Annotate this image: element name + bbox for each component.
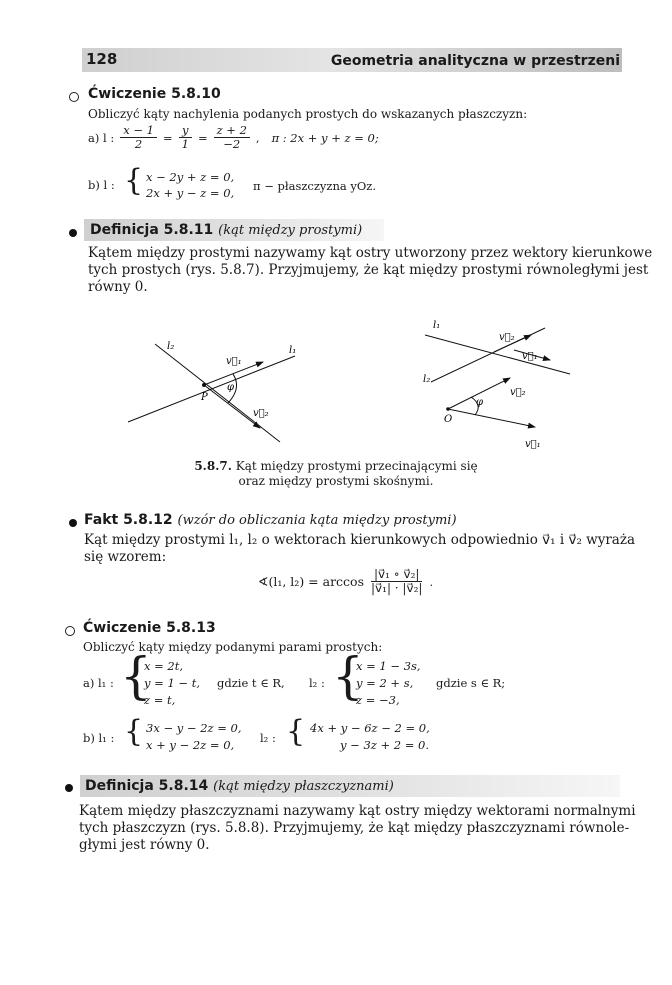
figure-5-8-7 — [115, 318, 585, 458]
label-l2: l₂ — [167, 341, 175, 352]
brace: { — [332, 647, 364, 705]
fraction: $\frac{x - 1}{2}$ — [120, 124, 157, 151]
system-equation: y = 1 − t, — [144, 676, 200, 690]
page-number: 128 — [86, 50, 118, 68]
exercise-5-8-10-intro: Obliczyć kąty nachylenia podanych prostych do wskazanych płaszczyzn: — [88, 107, 528, 121]
label-v2-top: v⃗₂ — [499, 332, 515, 343]
label-v1-top: v⃗₁ — [522, 351, 538, 362]
exercise-5-8-10-heading: Ćwiczenie 5.8.10 — [88, 86, 221, 102]
point-O — [446, 407, 450, 411]
fact-bullet-icon — [69, 519, 77, 527]
label-l2: l₂ — [423, 374, 431, 385]
label-phi: φ — [476, 397, 484, 408]
chapter-title: Geometria analityczna w przestrzeni — [330, 53, 620, 69]
definition-5-8-11-heading: Definicja 5.8.11 (kąt między prostymi) — [90, 222, 363, 238]
fraction: $\frac{z + 2}{-2}$ — [214, 124, 250, 151]
exercise-bullet-icon — [69, 92, 79, 102]
fraction: $\frac{y}{1}$ — [179, 124, 192, 151]
exercise-5-8-10-a: a) l : $\frac{x - 1}{2}$ = $\frac{y}{1}$ = $\frac{z + 2}{-2}$ , π : 2x + y + z = 0; — [88, 123, 379, 151]
vector-v1-bottom — [448, 409, 535, 427]
brace: { — [120, 647, 152, 705]
angle-formula: ∢(l₁, l₂) = arccos $\frac{\text{|v⃗₁ ∘ v⃗₂|}}{\text{|v⃗₁| · |v⃗₂|}}$ . — [258, 567, 434, 595]
parameter-domain: gdzie t ∈ R, — [217, 676, 285, 690]
plane-description: π − płaszczyzna yOz. — [253, 179, 377, 193]
system-equation: y = 2 + s, — [356, 676, 414, 690]
definition-5-8-11-line1: Kątem między prostymi nazywamy kąt ostry utworzony przez wektory kierunkowe — [88, 245, 653, 261]
definition-5-8-11-line3: równy 0. — [88, 279, 148, 295]
figure-caption-line1: 5.8.7. Kąt między prostymi przecinającymi się — [194, 459, 478, 473]
label-O: O — [444, 414, 453, 425]
label-P: P — [201, 392, 208, 403]
part-b-l2-label: l₂ : — [260, 731, 276, 745]
fact-5-8-12-line2: się wzorem: — [84, 549, 167, 565]
system-equation: x + y − 2z = 0, — [146, 738, 235, 752]
system-equation: x − 2y + z = 0, — [146, 170, 235, 184]
system-equation: 3x − y − 2z = 0, — [146, 721, 242, 735]
figure-right-skew-lines — [423, 320, 570, 450]
label-v1-bottom: v⃗₁ — [525, 439, 541, 450]
part-a-label: a) l : — [88, 130, 115, 145]
system-equation: 2x + y − z = 0, — [146, 186, 235, 200]
label-v2: v⃗₂ — [253, 408, 269, 419]
label-l1: l₁ — [289, 345, 297, 356]
line-l1 — [128, 356, 295, 422]
definition-5-8-14-line3: głymi jest równy 0. — [79, 837, 210, 853]
system-equation: z = t, — [144, 693, 176, 707]
definition-bullet-icon — [69, 229, 77, 237]
part-b-l1-label: b) l₁ : — [83, 731, 115, 745]
exercise-bullet-icon — [65, 626, 75, 636]
fact-5-8-12-line1: Kąt między prostymi l₁, l₂ o wektorach kierunkowych odpowiednio v⃗₁ i v⃗₂ wyraża — [84, 532, 636, 548]
brace: { — [286, 714, 306, 749]
label-v1: v⃗₁ — [226, 356, 242, 367]
system-equation: x = 2t, — [144, 659, 184, 673]
label-v2-mid: v⃗₂ — [510, 387, 526, 398]
label-phi: φ — [227, 382, 235, 393]
formula-lhs: ∢(l₁, l₂) = arccos — [258, 574, 364, 589]
plane-equation: π : 2x + y + z = 0; — [271, 130, 379, 145]
definition-5-8-14-line2: tych płaszczyzn (rys. 5.8.8). Przyjmujemy, że kąt między płaszczyznami równole- — [79, 820, 630, 836]
part-a-l1-label: a) l₁ : — [83, 676, 114, 690]
system-equation: 4x + y − 6z − 2 = 0, — [310, 721, 430, 735]
system-equation: z = −3, — [356, 693, 400, 707]
brace: { — [124, 163, 144, 198]
brace: { — [124, 714, 144, 749]
point-P — [202, 383, 206, 387]
exercise-5-8-13-heading: Ćwiczenie 5.8.13 — [83, 620, 216, 636]
definition-bullet-icon — [65, 784, 73, 792]
system-equation: y − 3z + 2 = 0. — [340, 738, 430, 752]
system-equation: x = 1 − 3s, — [356, 659, 421, 673]
definition-5-8-11-line2: tych prostych (rys. 5.8.7). Przyjmujemy, że kąt między prostymi równoległymi jest — [88, 262, 649, 278]
exercise-5-8-13-intro: Obliczyć kąty między podanymi parami prostych: — [83, 640, 383, 654]
part-a-l2-label: l₂ : — [309, 676, 325, 690]
formula-fraction: $\frac{\text{|v⃗₁ ∘ v⃗₂|}}{\text{|v⃗₁| · |v⃗₂|}}$ — [370, 567, 423, 595]
line-l1 — [425, 335, 570, 374]
part-b-label: b) l : — [88, 178, 115, 192]
figure-left-intersecting-lines — [128, 341, 296, 442]
line-l2 — [155, 344, 280, 442]
parameter-domain: gdzie s ∈ R; — [436, 676, 506, 690]
label-l1: l₁ — [433, 320, 441, 331]
fact-5-8-12-heading: Fakt 5.8.12 (wzór do obliczania kąta między prostymi) — [84, 512, 457, 528]
definition-5-8-14-heading: Definicja 5.8.14 (kąt między płaszczyznami) — [85, 778, 394, 794]
figure-caption-line2: oraz między prostymi skośnymi. — [238, 474, 434, 488]
definition-5-8-14-line1: Kątem między płaszczyznami nazywamy kąt ostry między wektorami normalnymi — [79, 803, 636, 819]
